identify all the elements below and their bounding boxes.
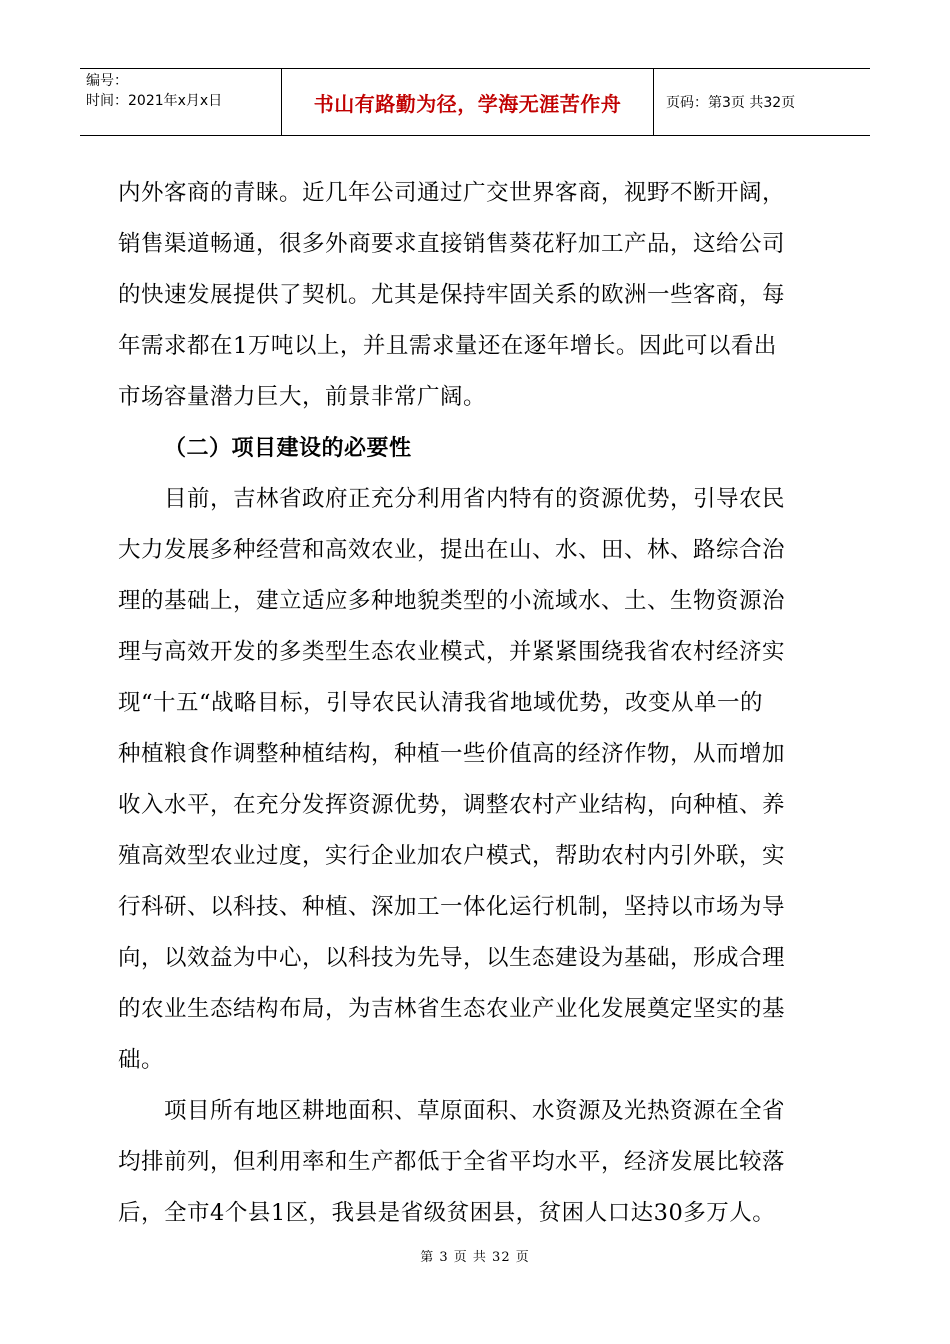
paragraph-line: 销售渠道畅通，很多外商要求直接销售葵花籽加工产品，这给公司 [118, 231, 786, 257]
paragraph-line: 的快速发展提供了契机。尤其是保持牢固关系的欧洲一些客商，每 [118, 282, 786, 308]
header-info-cell [80, 69, 282, 135]
header-table [80, 68, 870, 136]
paragraph-line: 种植粮食作调整种植结构，种植一些价值高的经济作物，从而增加 [118, 741, 786, 767]
document-time-label: 时间：2021年x月x日 [86, 93, 223, 109]
paragraph-line: 的农业生态结构布局，为吉林省生态农业产业化发展奠定坚实的基 [118, 996, 786, 1022]
paragraph-line: 项目所有地区耕地面积、草原面积、水资源及光热资源在全省 [164, 1098, 786, 1124]
paragraph-line: 年需求都在1万吨以上，并且需求量还在逐年增长。因此可以看出 [118, 333, 777, 359]
paragraph-line: 现“十五“战略目标，引导农民认清我省地域优势，改变从单一的 [118, 690, 764, 716]
paragraph-line: 行科研、以科技、种植、深加工一体化运行机制，坚持以市场为导 [118, 894, 786, 920]
paragraph-line: 大力发展多种经营和高效农业，提出在山、水、田、林、路综合治 [118, 537, 786, 563]
paragraph-line: 理的基础上，建立适应多种地貌类型的小流域水、土、生物资源治 [118, 588, 786, 614]
paragraph-line: 后，全市4个县1区，我县是省级贫困县，贫困人口达30多万人。 [118, 1200, 776, 1226]
paragraph-line: 内外客商的青睐。近几年公司通过广交世界客商，视野不断开阔， [118, 180, 786, 206]
document-body [118, 168, 818, 1239]
paragraph-line: 理与高效开发的多类型生态农业模式，并紧紧围绕我省农村经济实 [118, 639, 786, 665]
paragraph-line: 均排前列，但利用率和生产都低于全省平均水平，经济发展比较落 [118, 1149, 786, 1175]
paragraph-line: 殖高效型农业过度，实行企业加农户模式，帮助农村内引外联，实 [118, 843, 786, 869]
header-motto: 书山有路勤为径，学海无涯苦作舟 [282, 69, 654, 135]
paragraph-line: 础。 [118, 1047, 165, 1073]
paragraph-line: 目前，吉林省政府正充分利用省内特有的资源优势，引导农民 [164, 486, 786, 512]
paragraph-line: 向，以效益为中心，以科技为先导，以生态建设为基础，形成合理 [118, 945, 786, 971]
document-number-label: 编号： [86, 73, 128, 89]
paragraph-line: 市场容量潜力巨大，前景非常广阔。 [118, 384, 487, 410]
paragraph-line: 收入水平，在充分发挥资源优势，调整农村产业结构，向种植、养 [118, 792, 786, 818]
section-heading: （二）项目建设的必要性 [164, 436, 412, 461]
header-page-info: 页码：第3页 共32页 [666, 95, 796, 111]
page-footer: 第 3 页 共 32 页 [420, 1250, 530, 1265]
